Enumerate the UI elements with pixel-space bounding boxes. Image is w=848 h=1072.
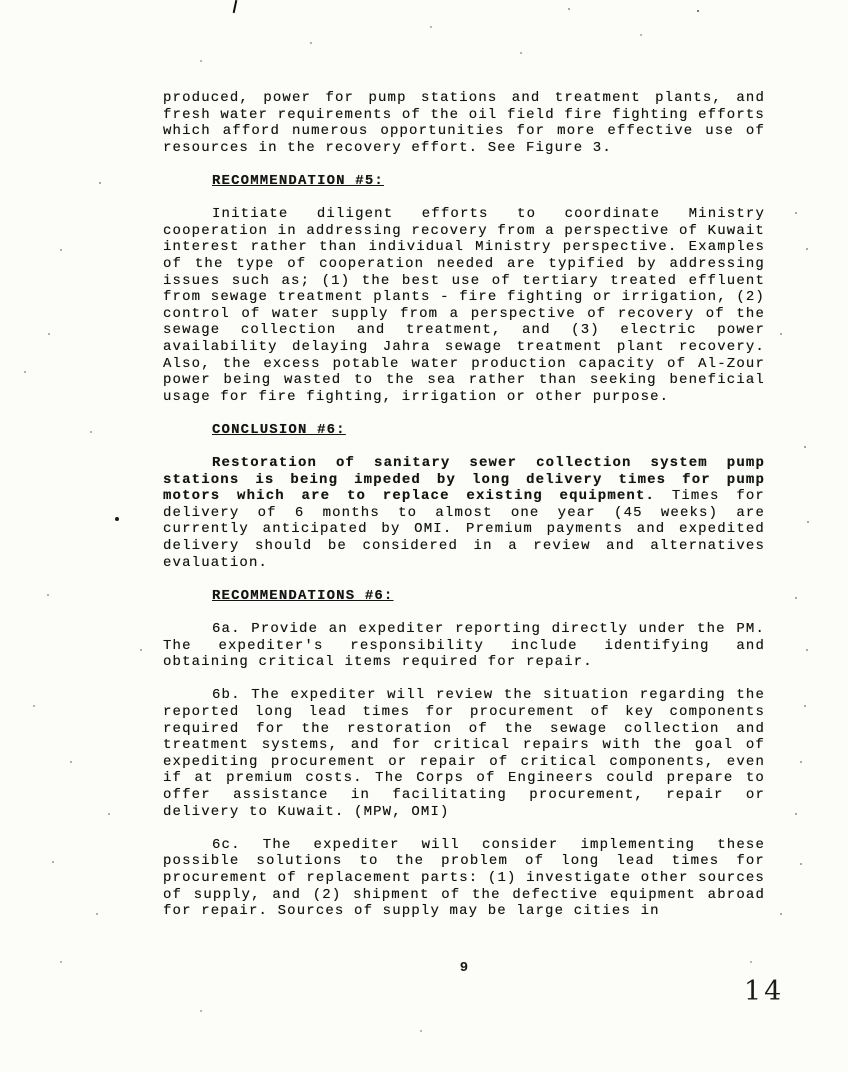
- scan-artifact-slash: [233, 0, 238, 13]
- heading-recommendations-6: RECOMMENDATIONS #6:: [212, 587, 394, 604]
- scan-noise-speckles: [0, 0, 2, 2]
- paragraph-conclusion-6: [163, 455, 765, 571]
- paragraph-recommendation-6b: 6b. The expediter will review the situation regarding the reported long lead times for procurement of key components required for the restoration of the sewage collection and treatment systems, and for critical repairs with the goal of expediting procurement or repair of critical components, even if at premium costs. The Corps of Engineers could prepare to offer assistance in facilitating procurement, repair or delivery to Kuwait. (MPW, OMI): [163, 687, 765, 820]
- heading-recommendation-5: RECOMMENDATION #5:: [212, 172, 384, 189]
- paragraph-recommendation-6a: 6a. Provide an expediter reporting directly under the PM. The expediter's responsibility include identifying and obtaining critical items required for repair.: [163, 621, 765, 671]
- heading-conclusion-6: CONCLUSION #6:: [212, 421, 346, 438]
- document-body: [163, 90, 765, 936]
- page-number: 9: [459, 960, 469, 976]
- paragraph-recommendation-5: Initiate diligent efforts to coordinate Ministry cooperation in addressing recovery from a perspective of Kuwait interest rather than individual Ministry perspective. Examples of the type of cooperation needed are typified by addressing issues such as; (1) the best use of tertiary treated effluent from sewage treatment plants - fire fighting or irrigation, (2) control of water supply from a perspective of recovery of the sewage collection and treatment, and (3) electric power availability delaying Jahra sewage treatment plant recovery. Also, the excess potable water production capacity of Al-Zour power being wasted to the sea rather than seeking beneficial usage for fire fighting, irrigation or other purpose.: [163, 206, 765, 405]
- paragraph-continuation: produced, power for pump stations and treatment plants, and fresh water requirements of the oil field fire fighting efforts which afford numerous opportunities for more effective use of resources in the recovery effort. See Figure 3.: [163, 90, 765, 156]
- paragraph-recommendation-6c: 6c. The expediter will consider implementing these possible solutions to the problem of long lead times for procurement of replacement parts: (1) investigate other sources of supply, and (2) shipment of the defective equipment abroad for repair. Sources of supply may be large cities in: [163, 836, 765, 920]
- page-stamp-number: 14: [744, 976, 785, 1007]
- conclusion-6-bold-text: Restoration of sanitary sewer collection system pump stations is being impeded by long delivery times for pump motors which are to replace existing equipment.: [163, 455, 765, 505]
- conclusion-6-rest-text: Times for delivery of 6 months to almost one year (45 weeks) are currently anticipated by OMI. Premium payments and expedited delivery should be considered in a review and alternatives evaluation.: [163, 488, 765, 571]
- scan-artifact-dot: [115, 517, 119, 521]
